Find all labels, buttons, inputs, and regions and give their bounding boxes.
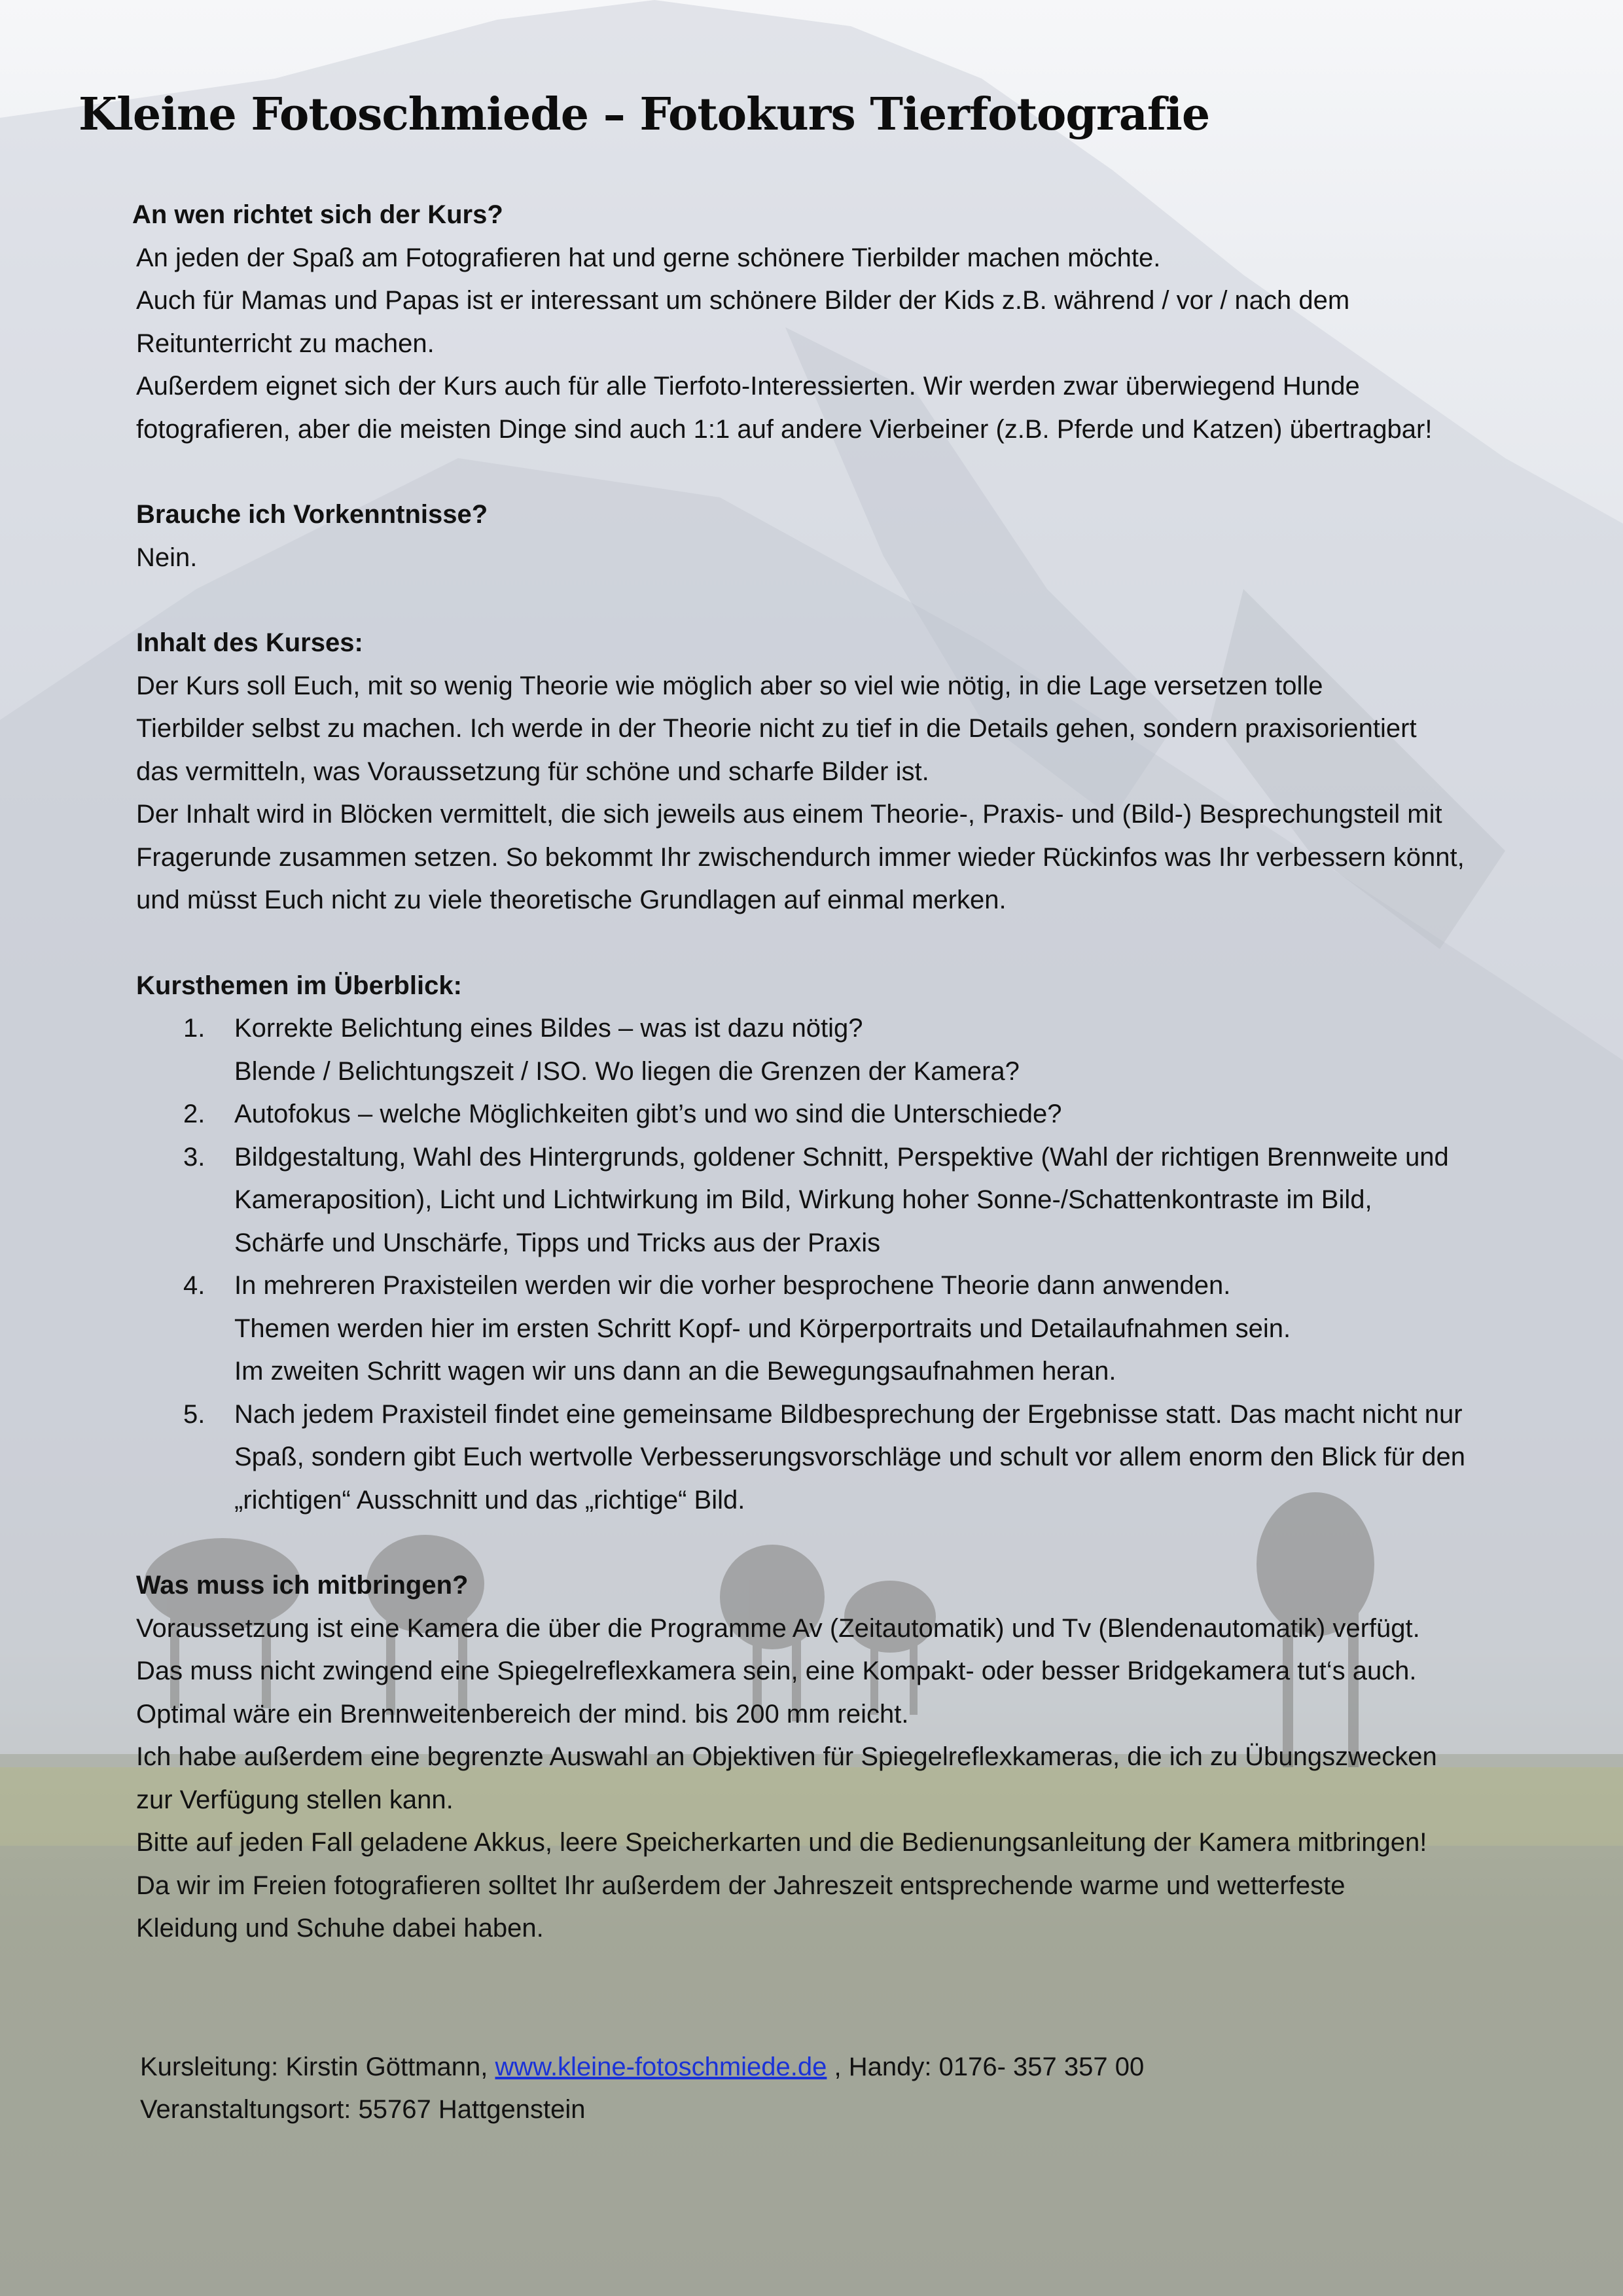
text-line: Fragerunde zusammen setzen. So bekommt Ihr zwischendurch immer wieder Rückinfos was Ihr verbessern könnt, [136,842,1465,872]
text-line: Nein. [136,543,198,572]
section-heading: Was muss ich mitbringen? [136,1571,469,1600]
text-line: Auch für Mamas und Papas ist er interessant um schönere Bilder der Kids z.B. während / vor / nach dem [136,286,1350,315]
text-line: Da wir im Freien fotografieren solltet Ihr außerdem der Jahreszeit entsprechende warme und wetterfeste [136,1871,1346,1900]
list-item [136,1265,1543,1393]
list-number: 3. [183,1142,205,1172]
text-line: fotografieren, aber die meisten Dinge sind auch 1:1 auf andere Vierbeiner (z.B. Pferde und Katzen) übertragbar! [136,414,1433,444]
text-line: „richtigen“ Ausschnitt und das „richtige“ Bild. [234,1485,745,1515]
text-line: Bildgestaltung, Wahl des Hintergrunds, goldener Schnitt, Perspektive (Wahl der richtigen Brennweite und [234,1142,1449,1172]
text-line: das vermitteln, was Voraussetzung für schöne und scharfe Bilder ist. [136,757,929,786]
section-heading: Kursthemen im Überblick: [136,971,462,1000]
text-line: Der Inhalt wird in Blöcken vermittelt, die sich jeweils aus einem Theorie-, Praxis- und (Bild-) Besprechungsteil mit [136,800,1442,829]
text-line: In mehreren Praxisteilen werden wir die vorher besprochene Theorie dann anwenden. [234,1271,1231,1300]
section-heading: Inhalt des Kurses: [136,628,363,657]
text-line: Bitte auf jeden Fall geladene Akkus, leere Speicherkarten und die Bedienungsanleitung der Kamera mitbringen! [136,1828,1427,1857]
list-number: 1. [183,1014,205,1043]
list-item [136,1093,1543,1136]
text-line: Das muss nicht zwingend eine Spiegelreflexkamera sein, eine Kompakt- oder besser Bridgekamera tut‘s auch. [136,1657,1417,1685]
section-heading: Brauche ich Vorkenntnisse? [136,500,488,529]
section-heading: An wen richtet sich der Kurs? [132,200,503,229]
section-topics [136,965,1543,1522]
text-line: Ich habe außerdem eine begrenzte Auswahl an Objektiven für Spiegelreflexkameras, die ich zu Übungszwecken [136,1742,1437,1771]
text-line: und müsst Euch nicht zu viele theoretische Grundlagen auf einmal merken. [136,886,1007,914]
leader-label: Kursleitung: Kirstin Göttmann, [140,2053,488,2081]
text-line: Kleidung und Schuhe dabei haben. [136,1914,544,1943]
text-line: Korrekte Belichtung eines Bildes – was ist dazu nötig? [234,1014,863,1043]
course-leader-line [140,2046,1144,2089]
page-title: Kleine Fotoschmiede – Fotokurs Tierfotografie [79,88,1210,141]
text-line: Reitunterricht zu machen. [136,329,435,358]
footer-contact [140,2046,1144,2131]
text-line: Blende / Belichtungszeit / ISO. Wo liegen die Grenzen der Kamera? [234,1056,1020,1086]
text-line: Nach jedem Praxisteil findet eine gemeinsame Bildbesprechung der Ergebnisse statt. Das macht nicht nur [234,1399,1463,1429]
list-item [136,1393,1543,1522]
text-line: Schärfe und Unschärfe, Tipps und Tricks aus der Praxis [234,1228,881,1257]
list-number: 5. [183,1399,205,1429]
text-line: Kameraposition), Licht und Lichtwirkung im Bild, Wirkung hoher Sonne-/Schattenkontraste im Bild, [234,1185,1372,1214]
phone-text: , Handy: 0176- 357 357 00 [834,2053,1145,2081]
text-line: Tierbilder selbst zu machen. Ich werde in der Theorie nicht zu tief in die Details gehen, sondern praxisorientiert [136,714,1417,743]
document-body [132,194,1543,1993]
text-line: Voraussetzung ist eine Kamera die über die Programme Av (Zeitautomatik) und Tv (Blendenautomatik) verfügt. [136,1613,1420,1643]
website-link[interactable]: www.kleine-fotoschmiede.de [495,2053,827,2081]
list-item [136,1007,1543,1093]
text-line: Optimal wäre ein Brennweitenbereich der mind. bis 200 mm reicht. [136,1699,909,1729]
text-line: Autofokus – welche Möglichkeiten gibt’s und wo sind die Unterschiede? [234,1100,1062,1128]
text-line: Themen werden hier im ersten Schritt Kopf- und Körperportraits und Detailaufnahmen sein. [234,1314,1291,1343]
list-number: 2. [183,1100,205,1128]
text-line: Spaß, sondern gibt Euch wertvolle Verbesserungsvorschläge und schult vor allem enorm den Blick für den [234,1443,1465,1471]
list-number: 4. [183,1271,205,1300]
list-item [136,1136,1543,1265]
topics-list [136,1007,1543,1522]
section-prerequisites [136,493,1543,579]
venue-line: Veranstaltungsort: 55767 Hattgenstein [140,2095,586,2124]
section-bring [136,1564,1543,1950]
text-line: Der Kurs soll Euch, mit so wenig Theorie wie möglich aber so viel wie nötig, in die Lage versetzen tolle [136,671,1323,700]
text-line: zur Verfügung stellen kann. [136,1785,454,1814]
text-line: Außerdem eignet sich der Kurs auch für alle Tierfoto-Interessierten. Wir werden zwar überwiegend Hunde [136,372,1360,401]
section-content [136,622,1543,922]
text-line: An jeden der Spaß am Fotografieren hat und gerne schönere Tierbilder machen möchte. [136,243,1161,272]
section-audience [132,194,1543,451]
text-line: Im zweiten Schritt wagen wir uns dann an die Bewegungsaufnahmen heran. [234,1357,1116,1386]
